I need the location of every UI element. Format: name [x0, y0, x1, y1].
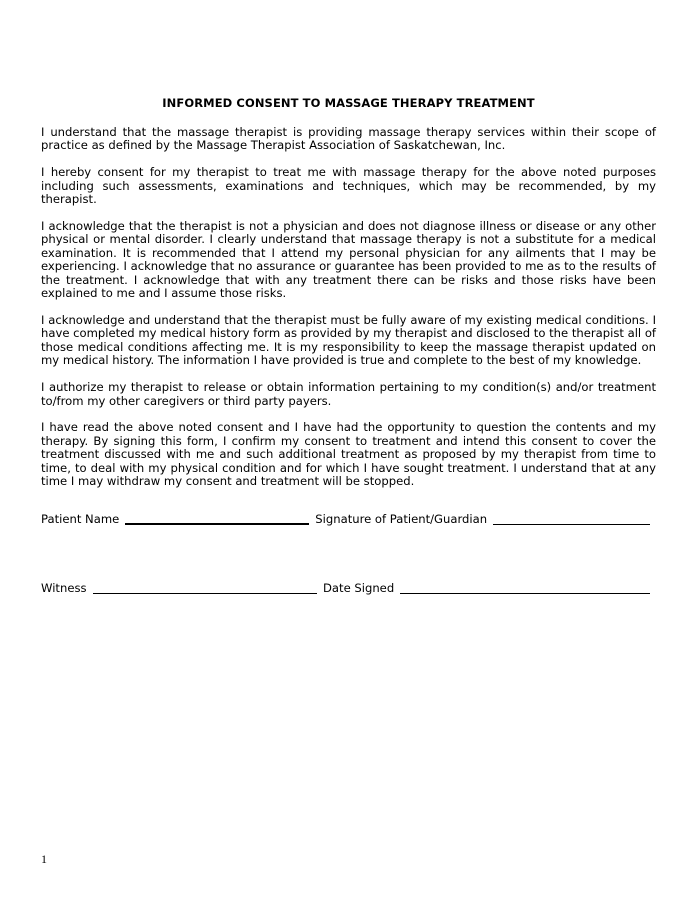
paragraph-confirm-consent: I have read the above noted consent and I have had the opportunity to question the contents and my therapy. By signing this form, I confirm my consent to treatment and intend this consent to cover the treatment discussed with me and such additional treatment as proposed by my therapist from time to time, to deal with my physical condition and for which I have sought treatment. I understand that at any time I may withdraw my consent and treatment will be stopped. [41, 420, 656, 489]
page-number: 1 [41, 852, 47, 866]
signature-field[interactable] [493, 513, 650, 525]
document-body [41, 96, 656, 502]
paragraph-consent: I hereby consent for my therapist to treat me with massage therapy for the above noted purposes including such assessments, examinations and techniques, which may be recommended, by my therapist. [41, 165, 656, 207]
witness-label: Witness [41, 581, 87, 595]
paragraph-authorize-release: I authorize my therapist to release or obtain information pertaining to my condition(s) and/or treatment to/from my other caregivers or third party payers. [41, 380, 656, 408]
witness-field[interactable] [93, 582, 317, 594]
paragraph-not-physician: I acknowledge that the therapist is not a physician and does not diagnose illness or disease or any other physical or mental disorder. I clearly understand that massage therapy is not a substitute for a medical examination. It is recommended that I attend my personal physician for any ailments that I may be experiencing. I acknowledge that no assurance or guarantee has been provided to me as to the results of the treatment. I acknowledge that with any treatment there can be risks and those risks have been explained to me and I assume those risks. [41, 219, 656, 301]
signature-label: Signature of Patient/Guardian [315, 512, 488, 526]
date-signed-field[interactable] [400, 582, 650, 594]
paragraph-medical-conditions: I acknowledge and understand that the therapist must be fully aware of my existing medical conditions. I have completed my medical history form as provided by my therapist and disclosed to the therapist all of those medical conditions affecting me. It is my responsibility to keep the massage therapist updated on my medical history. The information I have provided is true and complete to the best of my knowledge. [41, 312, 656, 368]
signature-row-witness [41, 580, 656, 595]
date-signed-label: Date Signed [323, 581, 395, 595]
paragraph-scope: I understand that the massage therapist is providing massage therapy services within their scope of practice as defined by the Massage Therapist Association of Saskatchewan, Inc. [41, 125, 656, 153]
patient-name-label: Patient Name [41, 512, 120, 526]
document-title: INFORMED CONSENT TO MASSAGE THERAPY TREATMENT [162, 96, 535, 110]
signature-row-patient [41, 510, 656, 526]
patient-name-field[interactable] [125, 512, 309, 525]
